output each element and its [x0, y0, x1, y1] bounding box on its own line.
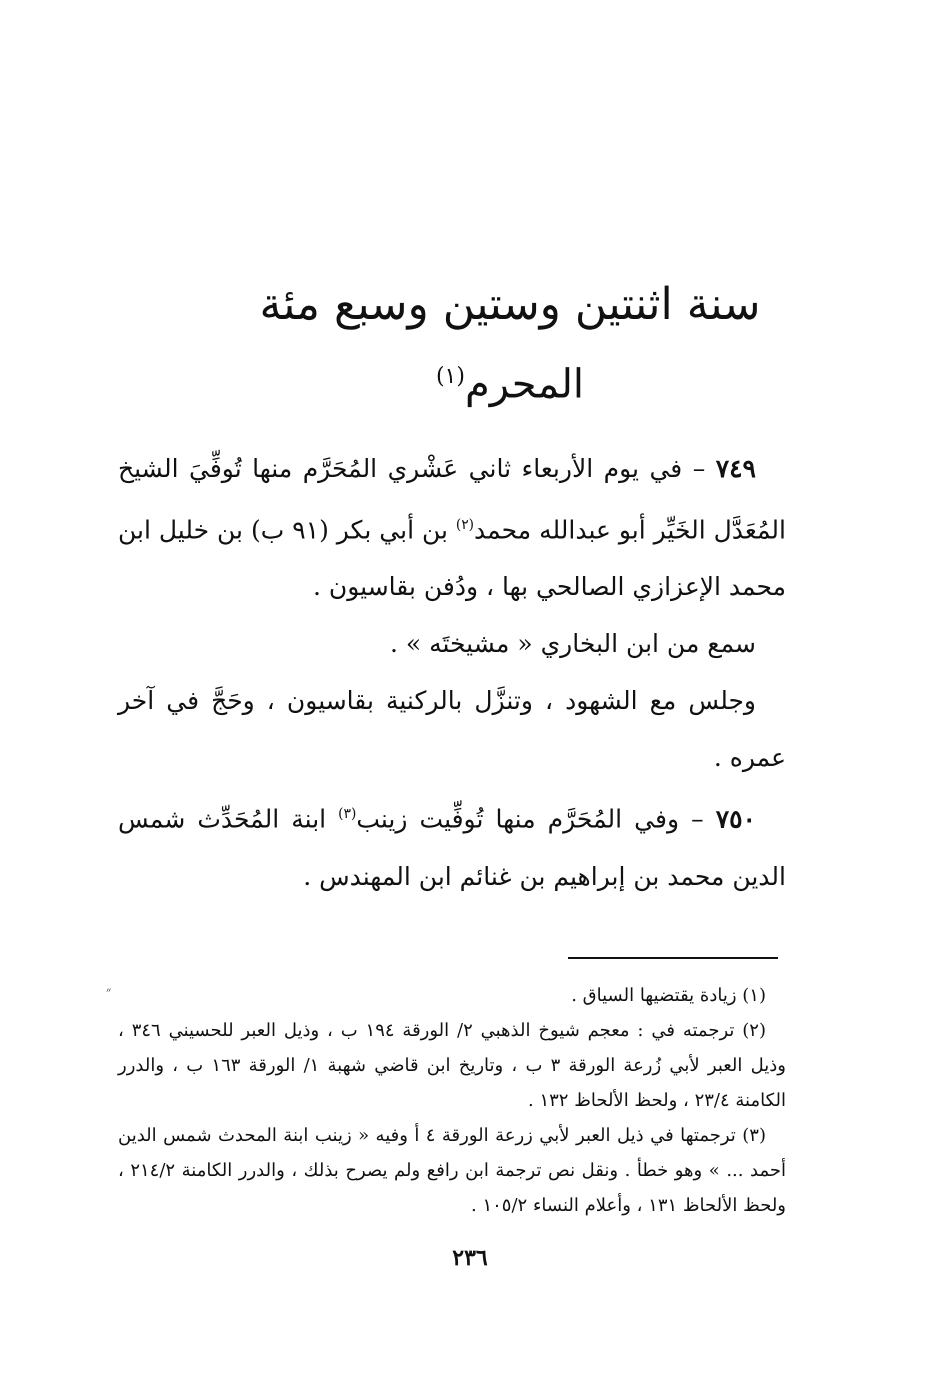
footnote-ref-3: (٣) [338, 806, 357, 823]
footnote-ref-2: (٢) [455, 517, 475, 533]
footnotes [118, 978, 786, 1223]
entry-749-text: – في يوم الأربعاء ثاني عَشْري المُحَرَّم منها تُوفِّيَ الشيخ المُعَدَّل الخَيِّر أبو عبدالله محمد [118, 454, 786, 545]
entry-749-text-cont: بن أبي بكر (٩١ ب) بن خليل ابن محمد الإعزازي الصالحي بها ، ودُفن بقاسيون . [117, 515, 786, 602]
main-text [118, 440, 786, 905]
footnote-separator [568, 957, 778, 959]
year-heading [200, 270, 820, 340]
month-heading [300, 345, 720, 416]
entry-number-749: ٧٤٩ [715, 454, 756, 483]
entry-750-text-cont: ابنة المُحَدِّث شمس الدين محمد بن إبراهيم بن غنائم ابن المهندس . [118, 804, 786, 891]
entry-749-julus: وجلس مع الشهود ، وتنزَّل بالركنية بقاسيون ، وحَجَّ في آخر عمره . [118, 686, 786, 773]
footnote-3: (٣) ترجمتها في ذيل العبر لأبي زرعة الورقة ٤ أ وفيه « زينب ابنة المحدث شمس الدين أحمد ... » وهو خطأ . ونقل نص ترجمة ابن رافع ولم يصرح بذلك ، والدرر الكامنة ٢١٤/٢ ، ولحظ الألحاظ ١٣١ ، وأعلام النساء ١٠٥/٢ . [118, 1125, 786, 1216]
year-heading-text: سنة اثنتين وستين وسبع مئة [259, 279, 761, 330]
page-number: ٢٣٦ [452, 1245, 488, 1271]
month-footnote-ref: (١) [435, 364, 465, 389]
entry-749 [118, 440, 786, 615]
entry-number-750: ٧٥٠ [715, 804, 756, 834]
footnote-2: (٢) ترجمته في : معجم شيوخ الذهبي ٢/ الورقة ١٩٤ ب ، وذيل العبر للحسيني ٣٤٦ ، وذيل العبر لأبي زُرعة الورقة ٣ ب ، وتاريخ ابن قاضي شهبة ١/ الورقة ١٦٣ ب ، والدرر الكامنة ٢٣/٤ ، ولحظ الألحاظ ١٣٢ . [118, 1020, 786, 1111]
entry-750 [118, 786, 786, 904]
entry-750-text: – وفي المُحَرَّم منها تُوفِّيت زينب [356, 804, 716, 834]
margin-mark: ״ [106, 984, 112, 1000]
entry-749-sama: سمع من ابن البخاري « مشيختَه » . [389, 629, 756, 659]
month-heading-text: المحرم [464, 361, 585, 408]
footnote-1: (١) زيادة يقتضيها السياق . [571, 985, 766, 1006]
